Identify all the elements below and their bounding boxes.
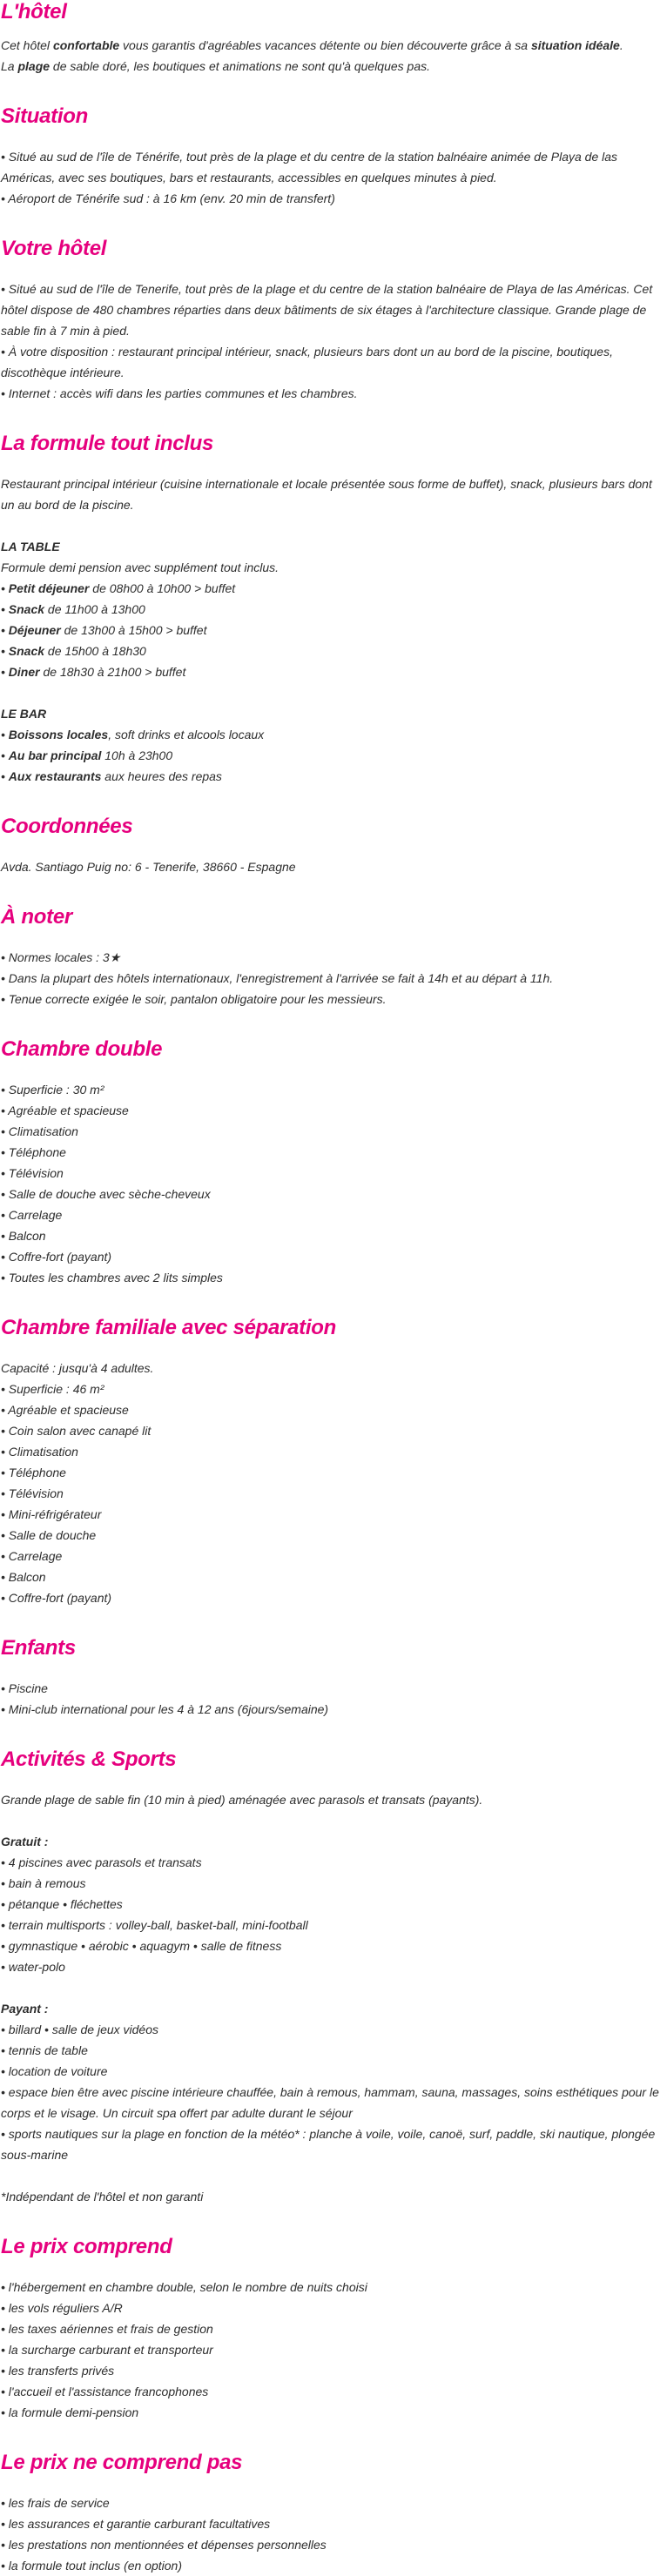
room-feature: • Coffre-fort (payant) bbox=[1, 1591, 112, 1605]
section-title-chambre-familiale: Chambre familiale avec séparation bbox=[1, 1316, 336, 1339]
section-title-hotel: L'hôtel bbox=[1, 0, 67, 23]
price-excluded-item: • la formule tout inclus (en option) bbox=[1, 2559, 183, 2573]
activity-item: • terrain multisports : volley-ball, basket-ball, mini-football bbox=[1, 1918, 308, 1932]
room-feature: • Téléphone bbox=[1, 1145, 66, 1159]
price-excluded-item: • les prestations non mentionnées et dépenses personnelles bbox=[1, 2538, 327, 2552]
votre-hotel-item: • À votre disposition : restaurant principal intérieur, snack, plusieurs bars dont un au bord de la piscine, boutiques, discothèque intérieure. bbox=[1, 345, 613, 379]
section-title-a-noter: À noter bbox=[1, 905, 72, 929]
price-included-item: • la surcharge carburant et transporteur bbox=[1, 2343, 213, 2357]
section-title-situation: Situation bbox=[1, 104, 88, 128]
activity-item: • 4 piscines avec parasols et transats bbox=[1, 1855, 202, 1869]
room-feature: • Superficie : 30 m² bbox=[1, 1083, 104, 1097]
activity-item: • sports nautiques sur la plage en fonction de la météo* : planche à voile, voile, canoë, surf, paddle, ski nautique, plongée sous-marine bbox=[1, 2127, 656, 2162]
room-feature: • Mini-réfrigérateur bbox=[1, 1507, 102, 1521]
room-feature: • Carrelage bbox=[1, 1549, 63, 1563]
price-included-item: • les transferts privés bbox=[1, 2364, 115, 2378]
activity-item: • bain à remous bbox=[1, 1876, 86, 1890]
votre-hotel-item: • Internet : accès wifi dans les parties communes et les chambres. bbox=[1, 386, 358, 400]
note-item: • Dans la plupart des hôtels internationaux, l'enregistrement à l'arrivée se fait à 14h et au départ à 11h. bbox=[1, 971, 554, 985]
room-feature: • Télévision bbox=[1, 1486, 64, 1500]
section-title-chambre-double: Chambre double bbox=[1, 1037, 163, 1061]
room-feature: • Carrelage bbox=[1, 1208, 63, 1222]
meal-item: • Snack de 11h00 à 13h00 bbox=[1, 602, 145, 616]
room-feature: • Agréable et spacieuse bbox=[1, 1104, 129, 1117]
activity-item: • tennis de table bbox=[1, 2043, 88, 2057]
meal-item: • Snack de 15h00 à 18h30 bbox=[1, 644, 146, 658]
kids-item: • Piscine bbox=[1, 1681, 48, 1695]
room-feature: • Toutes les chambres avec 2 lits simples bbox=[1, 1271, 223, 1285]
room-feature: • Coin salon avec canapé lit bbox=[1, 1424, 152, 1438]
section-title-prix-non-compris: Le prix ne comprend pas bbox=[1, 2451, 243, 2474]
room-feature: • Coffre-fort (payant) bbox=[1, 1250, 112, 1264]
note-item: • Normes locales : 3★ bbox=[1, 950, 121, 964]
activities-footnote: *Indépendant de l'hôtel et non garanti bbox=[1, 2190, 204, 2204]
activity-item: • espace bien être avec piscine intérieure chauffée, bain à remous, hammam, sauna, massages, soins esthétiques pour le corps et le visage. Un circuit spa offert par adulte durant le séjour bbox=[1, 2085, 659, 2120]
section-title-prix-comprend: Le prix comprend bbox=[1, 2235, 172, 2258]
room-feature: • Climatisation bbox=[1, 1445, 78, 1459]
room-feature: • Balcon bbox=[1, 1229, 46, 1243]
room-feature: • Agréable et spacieuse bbox=[1, 1403, 129, 1417]
situation-item: • Situé au sud de l'île de Ténérife, tout près de la plage et du centre de la station balnéaire animée de Playa de las Américas, avec ses boutiques, bars et restaurants, accessibles en quelques minutes à pied. bbox=[1, 150, 618, 184]
activity-item: • pétanque • fléchettes bbox=[1, 1897, 123, 1911]
votre-hotel-item: • Situé au sud de l'île de Tenerife, tout près de la plage et du centre de la station balnéaire de Playa de las Américas. Cet hôtel dispose de 480 chambres réparties dans deux bâtiments de six étages à l'architecture classique. Grande plage de sable fin à 7 min à pied. bbox=[1, 282, 653, 338]
section-title-coordonnees: Coordonnées bbox=[1, 815, 133, 838]
meal-item: • Petit déjeuner de 08h00 à 10h00 > buffet bbox=[1, 581, 236, 595]
meal-item: • Déjeuner de 13h00 à 15h00 > buffet bbox=[1, 623, 207, 637]
bar-item: • Boissons locales, soft drinks et alcools locaux bbox=[1, 728, 265, 741]
room-feature: • Salle de douche avec sèche-cheveux bbox=[1, 1187, 211, 1201]
room-feature: • Climatisation bbox=[1, 1124, 78, 1138]
price-included-item: • l'hébergement en chambre double, selon le nombre de nuits choisi bbox=[1, 2280, 367, 2294]
hotel-address: Avda. Santiago Puig no: 6 - Tenerife, 38660 - Espagne bbox=[1, 860, 296, 874]
price-included-item: • les taxes aériennes et frais de gestion bbox=[1, 2322, 213, 2336]
room-feature: • Salle de douche bbox=[1, 1528, 97, 1542]
section-title-enfants: Enfants bbox=[1, 1636, 76, 1660]
activity-item: • water-polo bbox=[1, 1960, 65, 1974]
bar-item: • Au bar principal 10h à 23h00 bbox=[1, 748, 173, 762]
price-included-item: • l'accueil et l'assistance francophones bbox=[1, 2385, 209, 2398]
bar-item: • Aux restaurants aux heures des repas bbox=[1, 769, 222, 783]
room-feature: • Téléphone bbox=[1, 1466, 66, 1479]
price-excluded-item: • les frais de service bbox=[1, 2496, 110, 2510]
section-title-formule: La formule tout inclus bbox=[1, 432, 214, 455]
paid-activities-title: Payant : bbox=[1, 2002, 49, 2016]
room-feature: • Superficie : 46 m² bbox=[1, 1382, 104, 1396]
formule-intro: Restaurant principal intérieur (cuisine internationale et locale présentée sous forme de buffet), snack, plusieurs bars dont un au bord de la piscine. bbox=[1, 477, 652, 512]
room-feature: • Balcon bbox=[1, 1570, 46, 1584]
activities-intro: Grande plage de sable fin (10 min à pied) aménagée avec parasols et transats (payants). bbox=[1, 1793, 483, 1807]
hotel-intro: Cet hôtel confortable vous garantis d'agréables vacances détente ou bien découverte grâce à sa situation idéale. bbox=[1, 38, 623, 52]
section-title-activites: Activités & Sports bbox=[1, 1748, 177, 1771]
room-feature: Capacité : jusqu'à 4 adultes. bbox=[1, 1361, 154, 1375]
bar-subtitle: LE BAR bbox=[1, 707, 47, 721]
activity-item: • gymnastique • aérobic • aquagym • salle de fitness bbox=[1, 1939, 282, 1953]
room-feature: • Télévision bbox=[1, 1166, 64, 1180]
free-activities-title: Gratuit : bbox=[1, 1835, 49, 1848]
kids-item: • Mini-club international pour les 4 à 12 ans (6jours/semaine) bbox=[1, 1702, 329, 1716]
price-included-item: • les vols réguliers A/R bbox=[1, 2301, 123, 2315]
price-included-item: • la formule demi-pension bbox=[1, 2405, 139, 2419]
table-description: Formule demi pension avec supplément tout inclus. bbox=[1, 560, 279, 574]
price-excluded-item: • les assurances et garantie carburant facultatives bbox=[1, 2517, 271, 2531]
meal-item: • Diner de 18h30 à 21h00 > buffet bbox=[1, 665, 186, 679]
section-title-votre-hotel: Votre hôtel bbox=[1, 237, 107, 260]
activity-item: • billard • salle de jeux vidéos bbox=[1, 2023, 159, 2036]
note-item: • Tenue correcte exigée le soir, pantalon obligatoire pour les messieurs. bbox=[1, 992, 387, 1006]
hotel-beach-line: La plage de sable doré, les boutiques et animations ne sont qu'à quelques pas. bbox=[1, 59, 431, 73]
activity-item: • location de voiture bbox=[1, 2064, 108, 2078]
table-subtitle: LA TABLE bbox=[1, 540, 60, 553]
situation-item: • Aéroport de Ténérife sud : à 16 km (env. 20 min de transfert) bbox=[1, 191, 335, 205]
